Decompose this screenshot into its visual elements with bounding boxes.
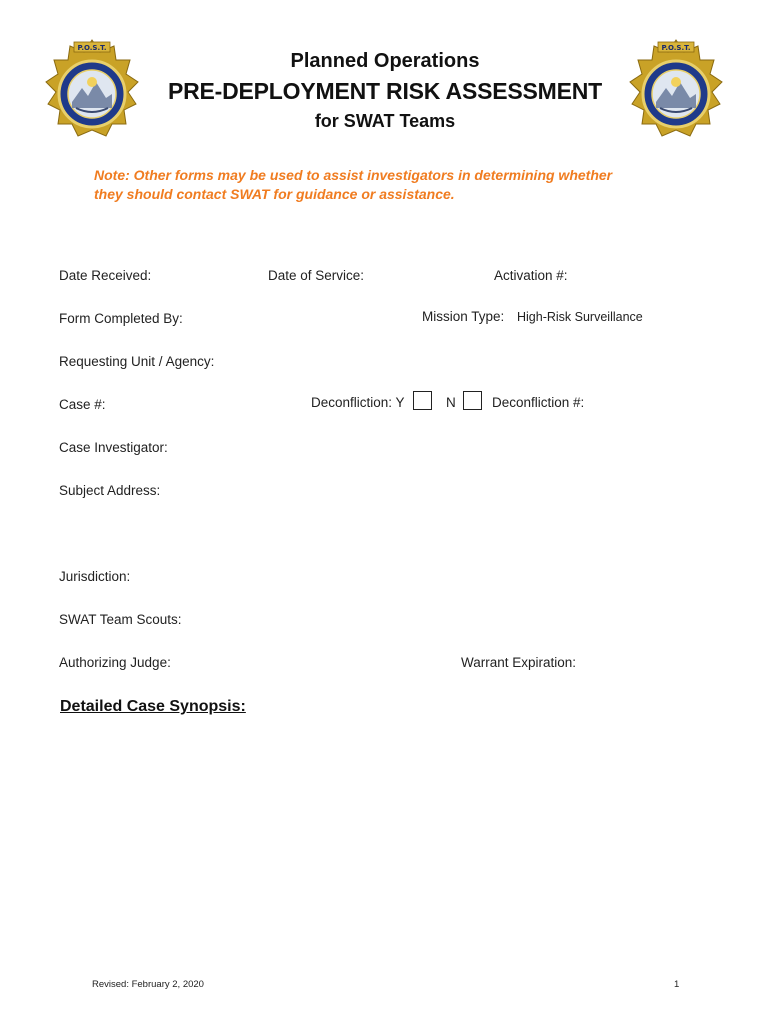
mission-type-label: Mission Type:	[422, 309, 505, 324]
page-number: 1	[674, 979, 680, 990]
deconfliction-yes-checkbox[interactable]	[413, 391, 432, 410]
title-line-1: Planned Operations	[290, 50, 480, 72]
title-line-3: for SWAT Teams	[314, 111, 456, 131]
form-completed-by-label: Form Completed By:	[59, 311, 183, 326]
revised-date: Revised: February 2, 2020	[92, 979, 204, 990]
note-block	[94, 166, 612, 204]
activation-number-label: Activation #:	[494, 268, 568, 283]
subject-address-label: Subject Address:	[59, 483, 161, 498]
date-of-service-label: Date of Service:	[268, 268, 365, 283]
page-title: PRE-DEPLOYMENT RISK ASSESSMENT	[167, 78, 603, 104]
warrant-expiration-label: Warrant Expiration:	[461, 655, 577, 670]
swat-team-scouts-label: SWAT Team Scouts:	[59, 612, 182, 627]
requesting-unit-label: Requesting Unit / Agency:	[59, 354, 215, 369]
note-line-1: Note: Other forms may be used to assist investigators in determining whether	[94, 167, 613, 183]
mission-type-value[interactable]: High-Risk Surveillance	[517, 310, 643, 324]
detailed-case-synopsis-heading: Detailed Case Synopsis:	[60, 698, 246, 715]
date-received-label: Date Received:	[59, 268, 152, 283]
case-investigator-label: Case Investigator:	[59, 440, 168, 455]
seal-lettering: P.O.S.T.	[661, 44, 691, 52]
seal-lettering: P.O.S.T.	[77, 44, 107, 52]
note-line-2: they should contact SWAT for guidance or assistance.	[94, 186, 455, 202]
deconfliction-label: Deconfliction: Y	[311, 395, 405, 410]
jurisdiction-label: Jurisdiction:	[59, 569, 131, 584]
deconfliction-no-label: N	[446, 395, 456, 410]
deconfliction-number-label: Deconfliction #:	[492, 395, 585, 410]
case-number-label: Case #:	[59, 397, 106, 412]
deconfliction-no-checkbox[interactable]	[463, 391, 482, 410]
authorizing-judge-label: Authorizing Judge:	[59, 655, 171, 670]
